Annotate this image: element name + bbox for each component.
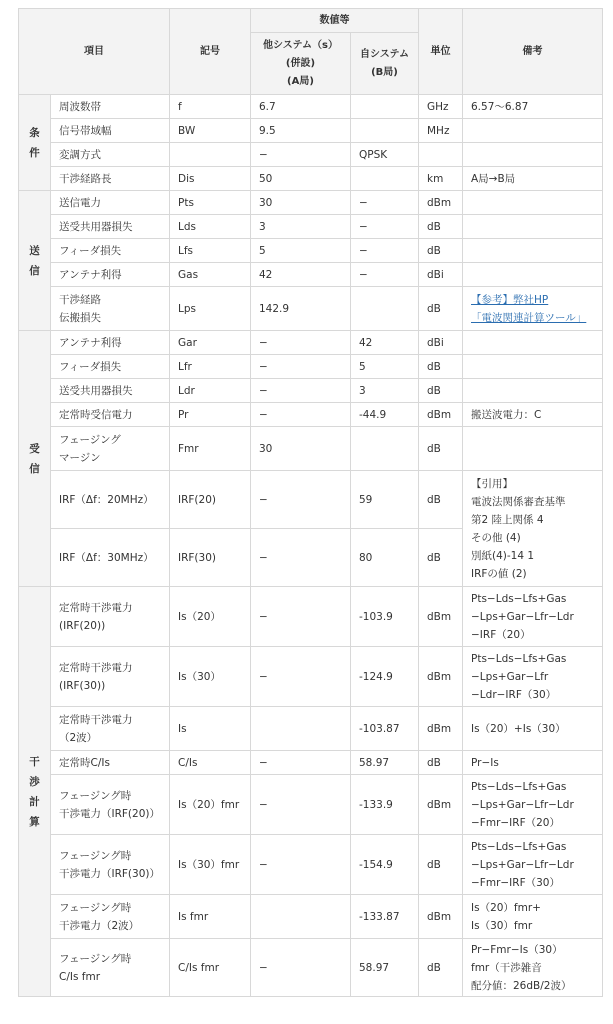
symbol-cell: Is <box>170 707 251 751</box>
symbol-cell: C/Is <box>170 751 251 775</box>
own-system-value: 42 <box>351 331 419 355</box>
other-system-value: − <box>251 143 351 167</box>
category-char: 件 <box>29 146 40 159</box>
text-line: (IRF(20)) <box>59 619 106 632</box>
other-system-value: − <box>251 331 351 355</box>
unit-cell: MHz <box>419 119 463 143</box>
text-line: −Lps+Gar−Lfr−Ldr <box>471 610 574 623</box>
table-row <box>19 331 603 355</box>
table-row <box>19 287 603 331</box>
header-own-system: 自システム (B局) <box>351 33 419 95</box>
text-line: Is（30）fmr <box>471 919 533 932</box>
text-line: 変調方式 <box>59 148 101 161</box>
table-row <box>19 143 603 167</box>
table-row <box>19 471 603 529</box>
table-row <box>19 119 603 143</box>
symbol-cell <box>170 143 251 167</box>
other-system-value: − <box>251 529 351 587</box>
text-line: Pts−Lds−Lfs+Gas <box>471 840 567 853</box>
item-cell <box>51 355 170 379</box>
own-system-value: 58.97 <box>351 751 419 775</box>
own-system-value <box>351 95 419 119</box>
table-row <box>19 895 603 939</box>
item-cell <box>51 263 170 287</box>
remarks-cell <box>463 403 603 427</box>
other-system-value <box>251 707 351 751</box>
text-line: 定常時干渉電力 <box>59 661 133 674</box>
text-line: 別紙(4)-14 1 <box>471 549 535 562</box>
text-line: IRF（Δf：20MHz） <box>59 493 154 506</box>
symbol-cell: Is（20） <box>170 587 251 647</box>
unit-cell: dBm <box>419 895 463 939</box>
unit-cell: dB <box>419 355 463 379</box>
item-cell <box>51 529 170 587</box>
remarks-cell <box>463 427 603 471</box>
text-line: fmr（干渉雑音 <box>471 961 542 974</box>
remarks-cell <box>463 647 603 707</box>
text-line: −Ldr−IRF（30） <box>471 688 557 701</box>
category-char: 干 <box>29 755 40 768</box>
category-char: 条 <box>29 126 40 139</box>
header-unit: 単位 <box>419 9 463 95</box>
unit-cell: dB <box>419 835 463 895</box>
remarks-cell <box>463 331 603 355</box>
own-system-value: -103.9 <box>351 587 419 647</box>
table-row <box>19 403 603 427</box>
symbol-cell: Lfr <box>170 355 251 379</box>
remarks-cell <box>463 143 603 167</box>
other-system-value: − <box>251 587 351 647</box>
table-row <box>19 355 603 379</box>
symbol-cell: BW <box>170 119 251 143</box>
remarks-cell <box>463 287 603 331</box>
text-line: 送受共用器損失 <box>59 220 133 233</box>
table-row <box>19 263 603 287</box>
table-row <box>19 191 603 215</box>
remarks-cell <box>463 587 603 647</box>
own-system-value: -133.87 <box>351 895 419 939</box>
symbol-cell: IRF(20) <box>170 471 251 529</box>
remarks-cell <box>463 751 603 775</box>
text-line: 干渉経路 <box>59 293 101 306</box>
other-system-value: − <box>251 775 351 835</box>
other-system-value: 9.5 <box>251 119 351 143</box>
category-cell <box>19 331 51 587</box>
interference-calc-table <box>18 8 603 997</box>
remarks-cell <box>463 835 603 895</box>
other-system-value: 5 <box>251 239 351 263</box>
table-row <box>19 835 603 895</box>
symbol-cell: Is（20）fmr <box>170 775 251 835</box>
item-cell <box>51 379 170 403</box>
own-system-value: 3 <box>351 379 419 403</box>
item-cell <box>51 707 170 751</box>
table-row <box>19 751 603 775</box>
symbol-cell: IRF(30) <box>170 529 251 587</box>
header-other-system: 他システム（s） (併設) (A局) <box>251 33 351 95</box>
text-line: 6.57〜6.87 <box>471 100 529 113</box>
own-system-value: -154.9 <box>351 835 419 895</box>
text-line: A局→B局 <box>471 172 516 185</box>
text-line: 定常時干渉電力 <box>59 601 133 614</box>
table-row <box>19 647 603 707</box>
header-values: 数値等 <box>251 9 419 33</box>
unit-cell: km <box>419 167 463 191</box>
text-line: その他 (4) <box>471 531 521 544</box>
own-system-value: − <box>351 239 419 263</box>
category-char: 信 <box>29 264 40 277</box>
other-system-value: 142.9 <box>251 287 351 331</box>
text-line: 第2 陸上関係 4 <box>471 513 544 526</box>
category-cell <box>19 95 51 191</box>
text-line: 周波数帯 <box>59 100 101 113</box>
text-line: 定常時受信電力 <box>59 408 133 421</box>
table-row <box>19 379 603 403</box>
category-char: 計 <box>29 795 40 808</box>
remarks-cell <box>463 263 603 287</box>
item-cell <box>51 427 170 471</box>
text-line: 【引用】 <box>471 477 513 490</box>
symbol-cell: Pr <box>170 403 251 427</box>
unit-cell: dBm <box>419 403 463 427</box>
item-cell <box>51 835 170 895</box>
unit-cell: dBm <box>419 775 463 835</box>
other-system-value: 42 <box>251 263 351 287</box>
header-remarks: 備考 <box>463 9 603 95</box>
symbol-cell: Lds <box>170 215 251 239</box>
own-system-value: -133.9 <box>351 775 419 835</box>
other-system-value: − <box>251 403 351 427</box>
text-line: フェージング時 <box>59 901 132 914</box>
table-row <box>19 95 603 119</box>
text-line: フェージング <box>59 433 121 446</box>
other-system-value: − <box>251 647 351 707</box>
text-line: Pr−Is <box>471 756 499 769</box>
symbol-cell: Lps <box>170 287 251 331</box>
text-line: −Lps+Gar−Lfr−Ldr <box>471 798 574 811</box>
symbol-cell: Pts <box>170 191 251 215</box>
item-cell <box>51 143 170 167</box>
category-char: 算 <box>29 815 40 828</box>
table-row <box>19 939 603 997</box>
reference-link[interactable]: 【参考】弊社HP <box>471 293 549 306</box>
text-line: 干渉電力（2波） <box>59 919 140 932</box>
remarks-cell <box>463 239 603 263</box>
own-system-value: -124.9 <box>351 647 419 707</box>
text-line: IRF（Δf：30MHz） <box>59 551 154 564</box>
symbol-cell: Fmr <box>170 427 251 471</box>
remarks-cell <box>463 119 603 143</box>
remarks-cell <box>463 939 603 997</box>
item-cell <box>51 215 170 239</box>
text-line: マージン <box>59 451 101 464</box>
own-system-value: -103.87 <box>351 707 419 751</box>
symbol-cell: Lfs <box>170 239 251 263</box>
unit-cell: dB <box>419 471 463 529</box>
unit-cell: dB <box>419 939 463 997</box>
text-line: フィーダ損失 <box>59 360 122 373</box>
text-line: フェージング時 <box>59 789 132 802</box>
remarks-cell <box>463 215 603 239</box>
unit-cell: dB <box>419 427 463 471</box>
other-system-value: 6.7 <box>251 95 351 119</box>
text-line: （2波） <box>59 731 98 744</box>
unit-cell: dBm <box>419 587 463 647</box>
text-line <box>471 291 594 309</box>
text-line: 定常時干渉電力 <box>59 713 133 726</box>
own-system-value <box>351 287 419 331</box>
other-system-value: − <box>251 471 351 529</box>
unit-cell: dBi <box>419 263 463 287</box>
symbol-cell: Is（30） <box>170 647 251 707</box>
text-line: 信号帯域幅 <box>59 124 112 137</box>
symbol-cell: Gar <box>170 331 251 355</box>
text-line: 送信電力 <box>59 196 101 209</box>
category-char: 渉 <box>29 775 40 788</box>
unit-cell: dB <box>419 239 463 263</box>
text-line: Pts−Lds−Lfs+Gas <box>471 652 567 665</box>
category-char: 受 <box>29 442 40 455</box>
text-line: 搬送波電力：C <box>471 408 542 421</box>
unit-cell: dB <box>419 379 463 403</box>
own-system-value: − <box>351 215 419 239</box>
unit-cell: dB <box>419 287 463 331</box>
symbol-cell: Is fmr <box>170 895 251 939</box>
own-system-value <box>351 119 419 143</box>
other-system-value: − <box>251 379 351 403</box>
text-line: アンテナ利得 <box>59 268 122 281</box>
unit-cell: dBm <box>419 647 463 707</box>
text-line: −Lps+Gar−Lfr−Ldr <box>471 858 574 871</box>
text-line: (IRF(30)) <box>59 679 106 692</box>
unit-cell <box>419 143 463 167</box>
other-system-value <box>251 895 351 939</box>
own-system-value: 58.97 <box>351 939 419 997</box>
other-system-value: 3 <box>251 215 351 239</box>
own-system-value: − <box>351 191 419 215</box>
text-line: フィーダ損失 <box>59 244 122 257</box>
category-char: 送 <box>29 244 40 257</box>
text-line: 電波法関係審査基準 <box>471 495 566 508</box>
symbol-cell: f <box>170 95 251 119</box>
text-line: IRFの値 (2) <box>471 567 527 580</box>
other-system-value: 30 <box>251 427 351 471</box>
own-system-value: 59 <box>351 471 419 529</box>
text-line: C/Is fmr <box>59 970 101 983</box>
item-cell <box>51 471 170 529</box>
remarks-cell <box>463 775 603 835</box>
item-cell <box>51 403 170 427</box>
unit-cell: dBi <box>419 331 463 355</box>
item-cell <box>51 331 170 355</box>
item-cell <box>51 239 170 263</box>
item-cell <box>51 587 170 647</box>
text-line: −Lps+Gar−Lfr <box>471 670 549 683</box>
text-line: −IRF（20） <box>471 628 531 641</box>
symbol-cell: Is（30）fmr <box>170 835 251 895</box>
remarks-cell <box>463 191 603 215</box>
text-line: −Fmr−IRF（20） <box>471 816 560 829</box>
remarks-cell <box>463 355 603 379</box>
symbol-cell: Gas <box>170 263 251 287</box>
unit-cell: dB <box>419 529 463 587</box>
other-system-value: − <box>251 835 351 895</box>
text-line: 定常時C/Is <box>59 756 110 769</box>
text-line: 干渉経路長 <box>59 172 112 185</box>
unit-cell: GHz <box>419 95 463 119</box>
item-cell <box>51 939 170 997</box>
header-item: 項目 <box>19 9 170 95</box>
item-cell <box>51 95 170 119</box>
other-system-value: 30 <box>251 191 351 215</box>
other-system-value: 50 <box>251 167 351 191</box>
table-row <box>19 427 603 471</box>
text-line: 送受共用器損失 <box>59 384 133 397</box>
text-line: 配分値：26dB/2波） <box>471 979 572 992</box>
category-cell <box>19 191 51 331</box>
category-cell <box>19 587 51 997</box>
header-symbol: 記号 <box>170 9 251 95</box>
category-char: 信 <box>29 462 40 475</box>
item-cell <box>51 119 170 143</box>
own-system-value: QPSK <box>351 143 419 167</box>
text-line: Pts−Lds−Lfs+Gas <box>471 780 567 793</box>
symbol-cell: Ldr <box>170 379 251 403</box>
unit-cell: dB <box>419 751 463 775</box>
remarks-cell <box>463 895 603 939</box>
text-line <box>471 309 594 327</box>
table-row <box>19 215 603 239</box>
text-line: 干渉電力（IRF(30)） <box>59 867 160 880</box>
remarks-cell <box>463 471 603 587</box>
remarks-cell <box>463 379 603 403</box>
text-line: フェージング時 <box>59 952 132 965</box>
own-system-value <box>351 167 419 191</box>
text-line: −Fmr−IRF（30） <box>471 876 560 889</box>
text-line: アンテナ利得 <box>59 336 122 349</box>
other-system-value: − <box>251 355 351 379</box>
table-row <box>19 167 603 191</box>
other-system-value: − <box>251 939 351 997</box>
remarks-cell <box>463 167 603 191</box>
table-row <box>19 239 603 263</box>
own-system-value <box>351 427 419 471</box>
text-line: 伝搬損失 <box>59 311 101 324</box>
own-system-value: 5 <box>351 355 419 379</box>
item-cell <box>51 895 170 939</box>
text-line: 干渉電力（IRF(20)） <box>59 807 160 820</box>
own-system-value: -44.9 <box>351 403 419 427</box>
unit-cell: dB <box>419 215 463 239</box>
remarks-cell <box>463 707 603 751</box>
other-system-value: − <box>251 751 351 775</box>
item-cell <box>51 167 170 191</box>
text-line: Is（20）+Is（30） <box>471 722 566 735</box>
text-line: Pr−Fmr−Is（30） <box>471 943 563 956</box>
table-row <box>19 587 603 647</box>
text-line: Is（20）fmr+ <box>471 901 541 914</box>
reference-link[interactable]: 「電波関連計算ツール」 <box>471 311 587 324</box>
symbol-cell: C/Is fmr <box>170 939 251 997</box>
item-cell <box>51 751 170 775</box>
symbol-cell: Dis <box>170 167 251 191</box>
text-line: フェージング時 <box>59 849 132 862</box>
table-row <box>19 707 603 751</box>
text-line: Pts−Lds−Lfs+Gas <box>471 592 567 605</box>
own-system-value: 80 <box>351 529 419 587</box>
item-cell <box>51 647 170 707</box>
table-row <box>19 775 603 835</box>
unit-cell: dBm <box>419 707 463 751</box>
remarks-cell <box>463 95 603 119</box>
item-cell <box>51 287 170 331</box>
unit-cell: dBm <box>419 191 463 215</box>
item-cell <box>51 775 170 835</box>
item-cell <box>51 191 170 215</box>
own-system-value: − <box>351 263 419 287</box>
